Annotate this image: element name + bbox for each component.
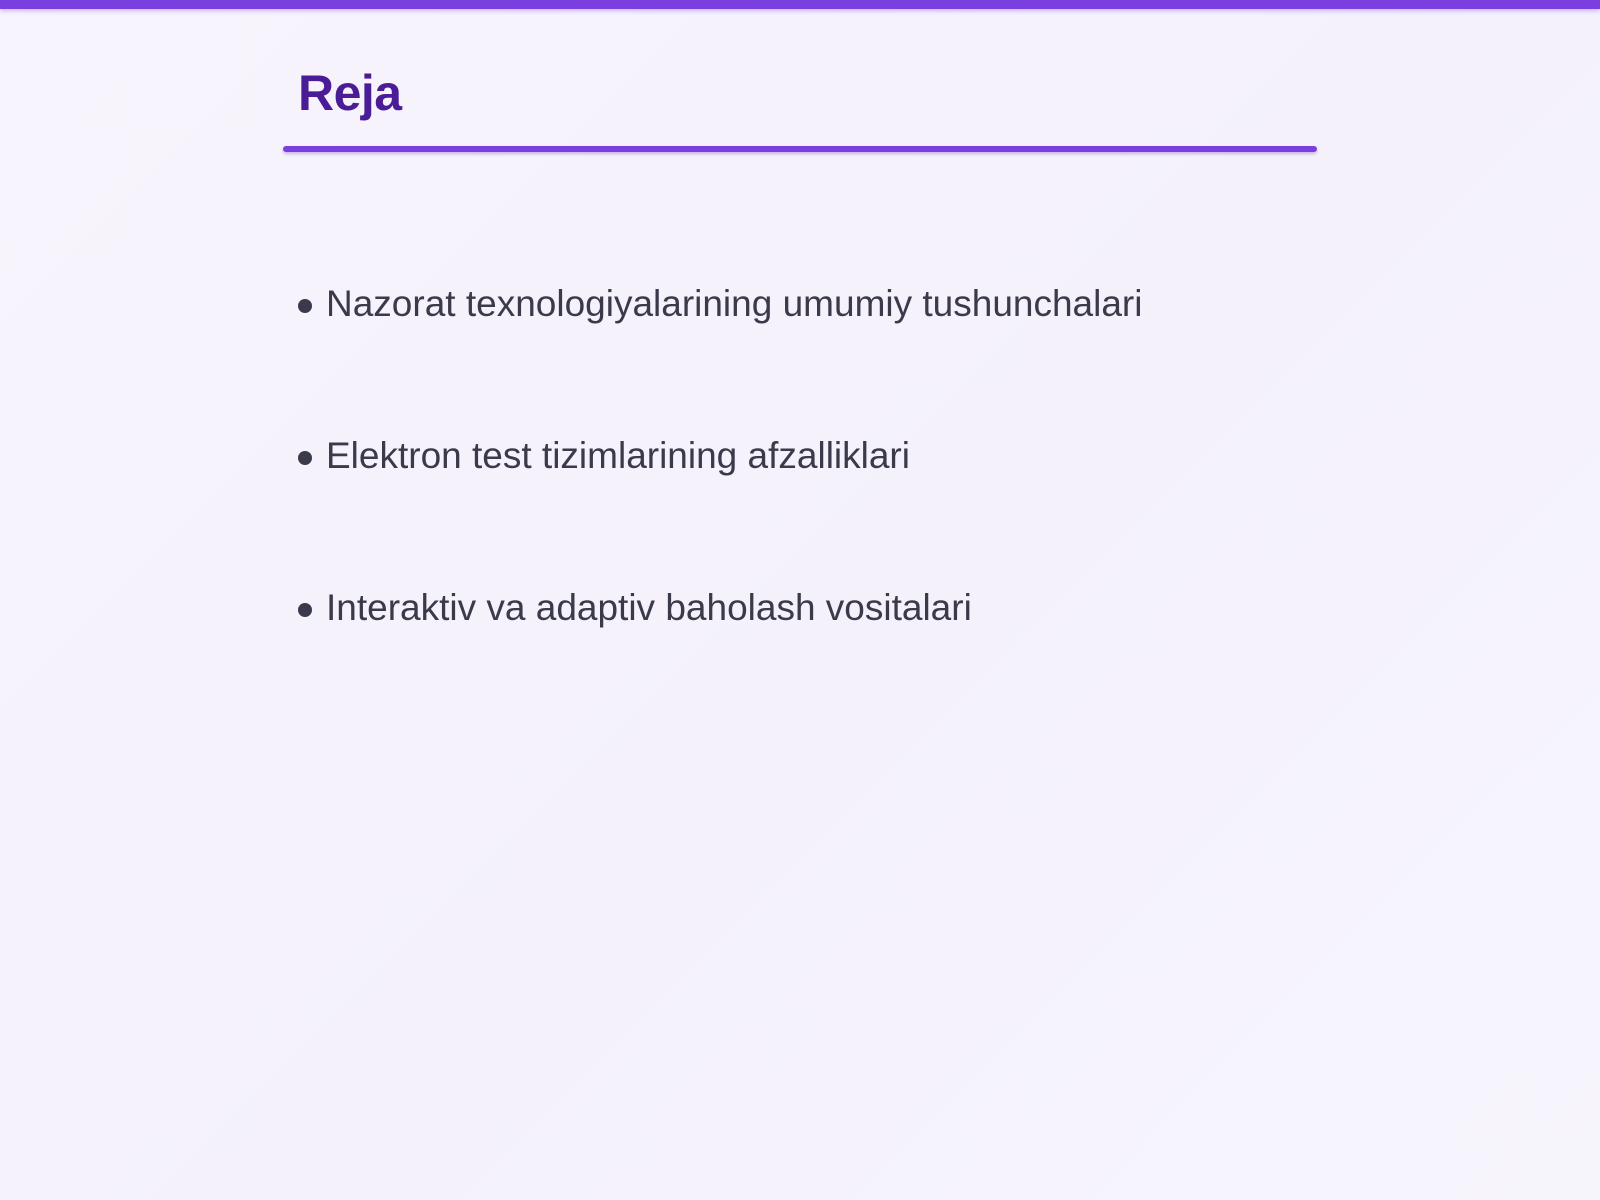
bullet-item — [298, 280, 1398, 328]
bullet-list — [298, 280, 1398, 736]
bullet-text: Interaktiv va adaptiv baholash vositalari — [326, 587, 972, 628]
bullet-item — [298, 432, 1398, 480]
bullet-dot-icon — [298, 603, 312, 617]
bullet-text: Elektron test tizimlarining afzalliklari — [326, 435, 910, 476]
bullet-dot-icon — [298, 299, 312, 313]
bullet-item — [298, 584, 1398, 632]
title-underline — [283, 146, 1317, 152]
bullet-dot-icon — [298, 451, 312, 465]
bullet-text: Nazorat texnologiyalarining umumiy tushunchalari — [326, 283, 1143, 324]
slide-title: Reja — [298, 65, 402, 121]
